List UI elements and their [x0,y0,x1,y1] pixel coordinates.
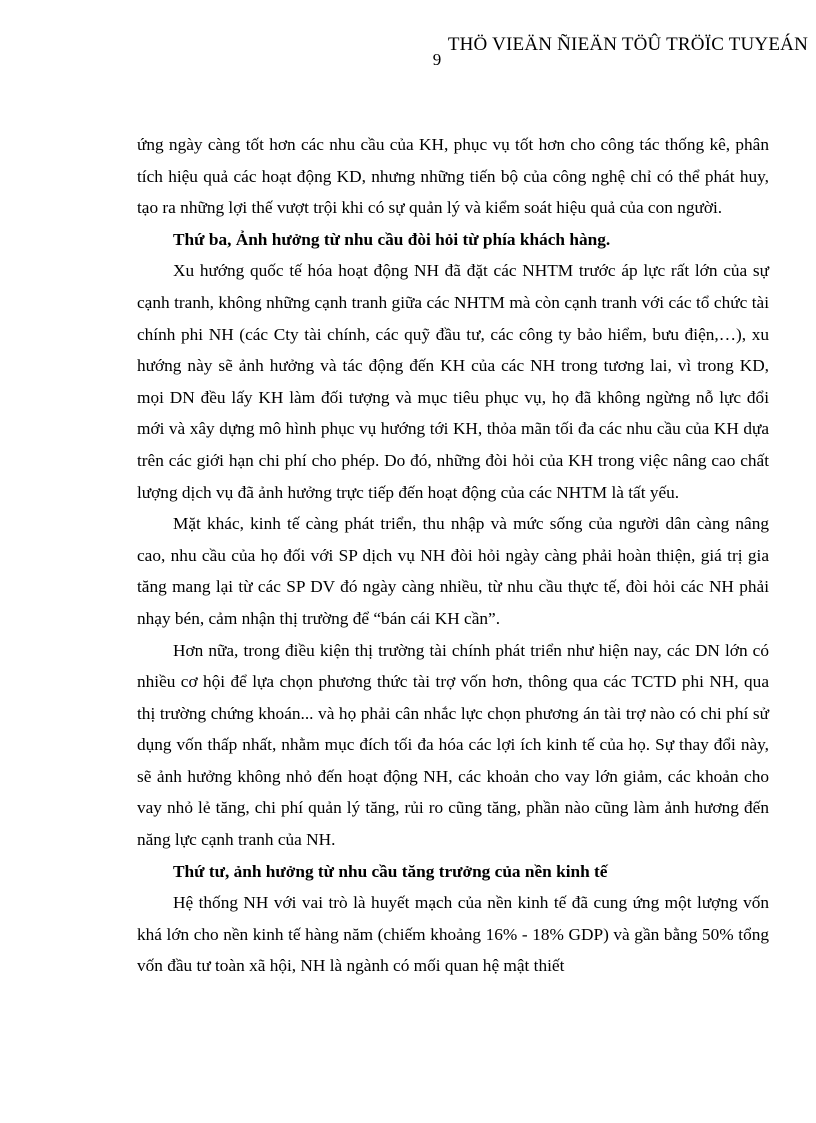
section-heading-third: Thứ ba, Ảnh hưởng từ nhu cầu đòi hỏi từ phía khách hàng. [173,229,611,249]
library-header: THÖ VIEÄN ÑIEÄN TÖÛ TRÖÏC TUYEÁN [447,34,808,55]
paragraph: Hệ thống NH với vai trò là huyết mạch của nền kinh tế đã cung ứng một lượng vốn khá lớn cho nền kinh tế hàng năm (chiếm khoảng 16% - 18% GDP) và gần bằng 50% tổng vốn đầu tư toàn xã hội, NH là ngành có mối quan hệ mật thiết [137,893,769,976]
paragraph: Mặt khác, kinh tế càng phát triển, thu nhập và mức sống của người dân càng nâng cao, nhu cầu của họ đối với SP dịch vụ NH đòi hỏi ngày càng phải hoàn thiện, giá trị gia tăng mang lại từ các SP DV đó ngày càng nhiều, từ nhu cầu thực tế, đòi hỏi các NH phải nhạy bén, cảm nhận thị trường để “bán cái KH cần”. [137,514,769,628]
page-number: 9 [432,50,442,69]
paragraph: Xu hướng quốc tế hóa hoạt động NH đã đặt các NHTM trước áp lực rất lớn của sự cạnh tranh, không những cạnh tranh giữa các NHTM mà còn cạnh tranh với các tổ chức tài chính phi NH (các Cty tài chính, các quỹ đầu tư, các công ty bảo hiểm, bưu điện,…), xu hướng này sẽ ảnh hưởng và tác động đến KH của các NH trong tương lai, vì trong KD, mọi DN đều lấy KH làm đối tượng và mục tiêu phục vụ, họ đã không ngừng nỗ lực đổi mới và xây dựng mô hình phục vụ hướng tới KH, thỏa mãn tối đa các nhu cầu của KH dựa trên các giới hạn chi phí cho phép. Do đó, những đòi hỏi của KH trong việc nâng cao chất lượng dịch vụ đã ảnh hưởng trực tiếp đến hoạt động của các NHTM là tất yếu. [137,261,769,502]
section-heading-fourth: Thứ tư, ảnh hưởng từ nhu cầu tăng trưởng của nền kinh tế [173,861,608,881]
paragraph: Hơn nữa, trong điều kiện thị trường tài chính phát triển như hiện nay, các DN lớn có nhiều cơ hội để lựa chọn phương thức tài trợ vốn hơn, thông qua các TCTD phi NH, qua thị trường chứng khoán... và họ phải cân nhắc lực chọn phương án tài trợ nào có chi phí sử dụng vốn thấp nhất, nhằm mục đích tối đa hóa các lợi ích kinh tế của họ. Sự thay đổi này, sẽ ảnh hưởng không nhỏ đến hoạt động NH, các khoản cho vay lớn giảm, các khoản cho vay nhỏ lẻ tăng, chi phí quản lý tăng, rủi ro cũng tăng, phần nào cũng làm ảnh hương đến năng lực cạnh tranh của NH. [137,640,769,850]
paragraph-continuation: ứng ngày càng tốt hơn các nhu cầu của KH, phục vụ tốt hơn cho công tác thống kê, phân tích hiệu quả các hoạt động KD, nhưng những tiến bộ của công nghệ chỉ có thể phát huy, tạo ra những lợi thế vượt trội khi có sự quản lý và kiểm soát hiệu quả của con người. [137,135,769,218]
document-body [137,129,769,982]
